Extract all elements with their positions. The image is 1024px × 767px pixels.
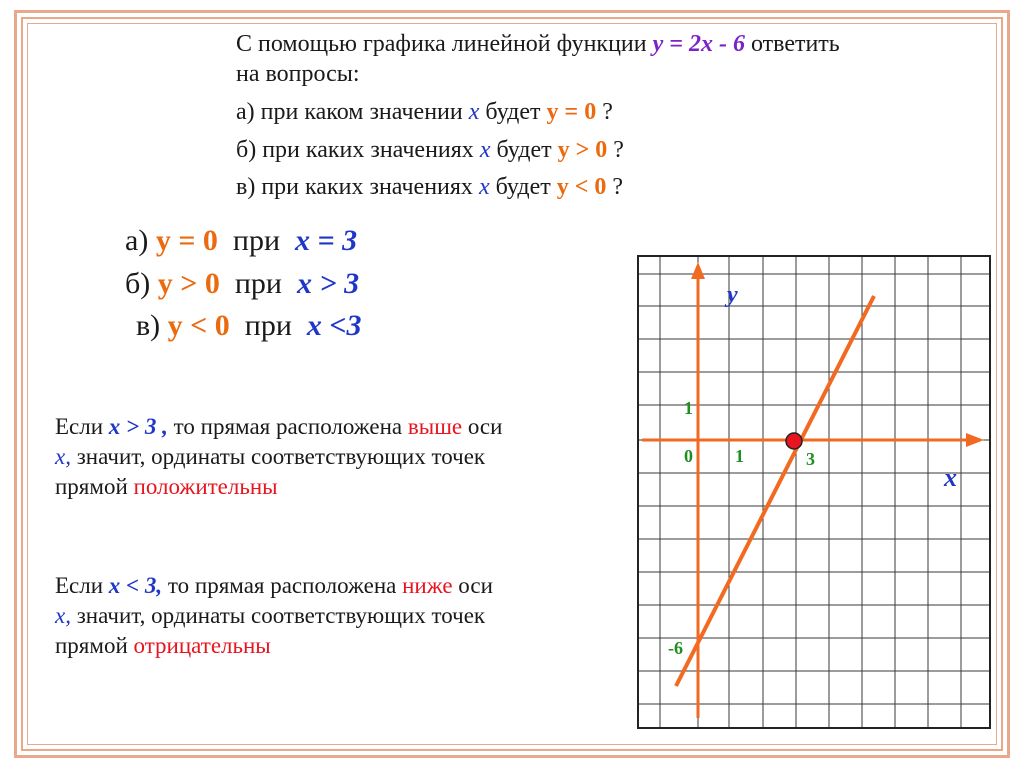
function-line <box>676 296 874 686</box>
question-item-b: б) при каких значениях x будет y > 0 ? <box>236 137 624 163</box>
y-axis-arrow-icon <box>691 262 705 279</box>
label-origin: 0 <box>684 446 693 466</box>
question-intro-line2: на вопросы: <box>236 61 360 87</box>
label-three: 3 <box>806 449 815 469</box>
question-item-c: в) при каких значениях x будет y < 0 ? <box>236 174 624 200</box>
label-minus-six: -6 <box>668 638 683 658</box>
answer-a: а) y = 0 при x = 3 <box>125 224 358 257</box>
question-intro: С помощью графика линейной функции <box>236 31 647 57</box>
x-axis-label: x <box>944 463 957 492</box>
label-x-one: 1 <box>735 446 744 466</box>
label-y-one: 1 <box>684 398 693 418</box>
question-equation: y = 2x - 6 <box>652 31 745 57</box>
x-axis-arrow-icon <box>966 433 984 447</box>
question-item-a: а) при каком значении x будет y = 0 ? <box>236 99 613 125</box>
answer-c: в) y < 0 при x <3 <box>136 309 362 342</box>
y-axis-label: y <box>727 282 738 308</box>
question-intro-post: ответить <box>750 31 840 57</box>
answer-b: б) y > 0 при x > 3 <box>125 267 360 300</box>
paragraph-above: Если x > 3 , то прямая расположена выше оси x, значит, ординаты соответствующих точек прямой положительны <box>55 414 503 499</box>
paragraph-below: Если x < 3, то прямая расположена ниже оси x, значит, ординаты соответствующих точек прямой отрицательны <box>55 573 493 658</box>
intersection-point <box>786 433 802 449</box>
